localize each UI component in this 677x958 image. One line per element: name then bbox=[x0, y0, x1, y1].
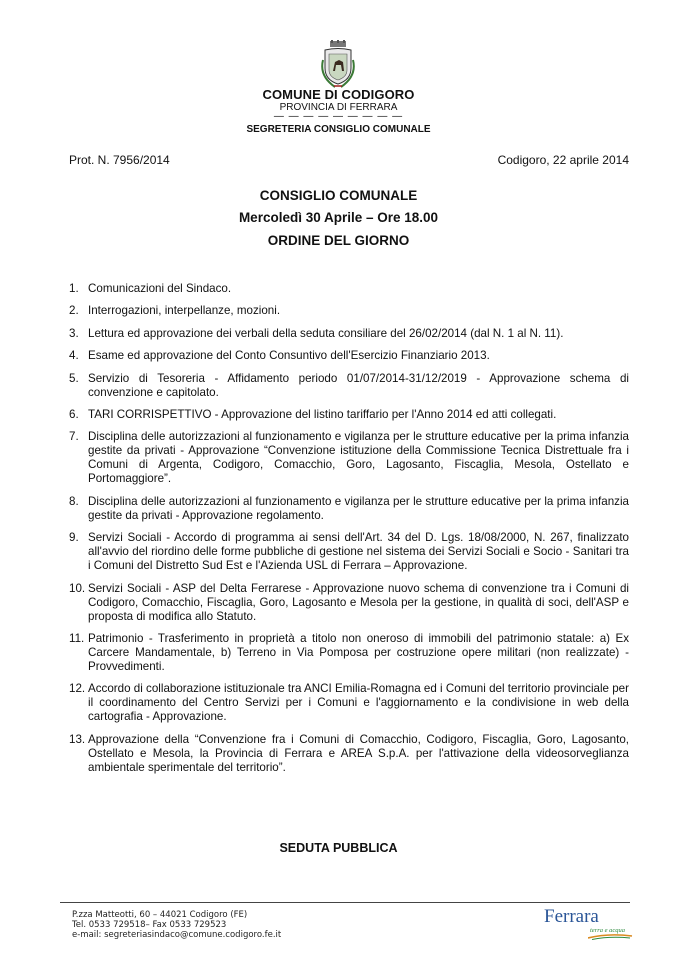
agenda-item-text: Patrimonio - Trasferimento in proprietà a titolo non oneroso di immobili del patrimonio statale: a) Ex Carcere Mandamentale, b) Terreno in Via Pomposa per costruzione opere militari (non realizzate) - Provvedimenti. bbox=[88, 631, 629, 673]
agenda-item-text: Accordo di collaborazione istituzionale tra ANCI Emilia-Romagna ed i Comuni del territorio provinciale per il coordinamento del Centro Servizi per i Comuni e l'aggiornamento e la condivisione in web della cartografia - Approvazione. bbox=[88, 682, 629, 724]
agenda-item-text: Disciplina delle autorizzazioni al funzionamento e vigilanza per le strutture educative per la prima infanzia gestite da privati - Approvazione “Convenzione istituzione della Commissione Tecnica Distrettuale fra i Comuni di Argenta, Codigoro, Comacchio, Goro, Lagosanto, Fiscaglia, Mesola, Ostellato e Portomaggiore”. bbox=[88, 430, 629, 486]
header-divider: — — — — — — — — — bbox=[273, 111, 404, 122]
office-name: SEGRETERIA CONSIGLIO COMUNALE bbox=[246, 124, 431, 135]
agenda-item-text: Lettura ed approvazione dei verbali della seduta consiliare del 26/02/2014 (dal N. 1 al N. 11). bbox=[88, 326, 564, 340]
agenda-item-number: 7. bbox=[69, 430, 79, 444]
agenda-item bbox=[69, 372, 629, 400]
agenda-item-text: Servizio di Tesoreria - Affidamento periodo 01/07/2014-31/12/2019 - Approvazione schema di convenzione e capitolato. bbox=[88, 371, 629, 399]
session-type: SEDUTA PUBBLICA bbox=[279, 841, 398, 855]
agenda-item bbox=[69, 349, 629, 363]
document-title: CONSIGLIO COMUNALE bbox=[259, 188, 418, 203]
agenda-item-number: 4. bbox=[69, 349, 79, 363]
agenda-item-number: 5. bbox=[69, 371, 79, 385]
agenda-item bbox=[69, 531, 629, 573]
agenda-item-text: Esame ed approvazione del Conto Consuntivo dell'Esercizio Finanziario 2013. bbox=[88, 349, 490, 363]
agenda-item bbox=[69, 733, 629, 775]
agenda-item bbox=[69, 327, 629, 341]
agenda-item bbox=[69, 495, 629, 523]
agenda-item bbox=[69, 682, 629, 724]
agenda-item-text: Disciplina delle autorizzazioni al funzionamento e vigilanza per le strutture educative per la prima infanzia gestite da privati - Approvazione regolamento. bbox=[88, 494, 629, 522]
agenda-item bbox=[69, 582, 629, 624]
agenda-heading: ORDINE DEL GIORNO bbox=[267, 233, 410, 248]
province-name: PROVINCIA DI FERRARA bbox=[279, 102, 398, 113]
agenda-item-number: 3. bbox=[69, 326, 79, 340]
logo-swoosh-icon bbox=[588, 933, 634, 940]
agenda-item bbox=[69, 408, 629, 422]
agenda-list bbox=[69, 282, 629, 783]
ferrara-logo bbox=[544, 906, 634, 940]
place-date: Codigoro, 22 aprile 2014 bbox=[497, 153, 629, 167]
agenda-item bbox=[69, 282, 629, 296]
agenda-item-number: 11. bbox=[69, 631, 85, 645]
municipality-name: COMUNE DI CODIGORO bbox=[262, 87, 415, 102]
agenda-item-number: 6. bbox=[69, 407, 79, 421]
agenda-item bbox=[69, 430, 629, 486]
protocol-number: Prot. N. 7956/2014 bbox=[69, 153, 170, 167]
logo-name: Ferrara bbox=[544, 906, 599, 927]
footer-divider bbox=[60, 902, 630, 903]
agenda-item-number: 10. bbox=[69, 581, 86, 595]
agenda-item-number: 12. bbox=[69, 682, 86, 696]
agenda-item-text: Approvazione della “Convenzione fra i Comuni di Comacchio, Codigoro, Fiscaglia, Goro, Lagosanto, Ostellato e Mesola, la Provincia di Ferrara e AREA S.p.A. per l'attivazione della videosorveglianza ambientale sperimentale del territorio”. bbox=[88, 732, 629, 774]
agenda-item bbox=[69, 632, 629, 674]
agenda-item bbox=[69, 304, 629, 318]
agenda-item-text: Interrogazioni, interpellanze, mozioni. bbox=[88, 304, 281, 318]
agenda-item-number: 1. bbox=[69, 282, 79, 295]
agenda-item-text: TARI CORRISPETTIVO - Approvazione del listino tariffario per l'Anno 2014 ed atti collegati. bbox=[88, 407, 557, 421]
agenda-item-number: 2. bbox=[69, 304, 79, 318]
agenda-item-number: 13. bbox=[69, 732, 86, 746]
footer-email: e-mail: segreteriasindaco@comune.codigoro.fe.it bbox=[72, 930, 282, 940]
agenda-item-number: 9. bbox=[69, 531, 79, 545]
agenda-item-text: Servizi Sociali - ASP del Delta Ferrarese - Approvazione nuovo schema di convenzione tra i Comuni di Codigoro, Comacchio, Fiscaglia, Goro, Lagosanto e Mesola per la gestione, in qualità di soci, dell'ASP e proposta di modifica allo Statuto. bbox=[88, 581, 629, 623]
meeting-date: Mercoledì 30 Aprile – Ore 18.00 bbox=[238, 210, 439, 225]
agenda-item-text: Servizi Sociali - Accordo di programma ai sensi dell'Art. 34 del D. Lgs. 18/08/2000, N. 267, finalizzato all'avvio del riordino delle forme pubbliche di gestione nel sistema dei Servizi Sociali e Socio - Sanitari tra i Comuni del Distretto Sud Est e l'Azienda USL di Ferrara – Approvazione. bbox=[88, 531, 629, 573]
coat-of-arms-icon bbox=[320, 40, 356, 90]
agenda-item-number: 8. bbox=[69, 494, 79, 508]
footer-address: P.zza Matteotti, 60 – 44021 Codigoro (FE) bbox=[72, 910, 248, 920]
agenda-item-text: Comunicazioni del Sindaco. bbox=[88, 282, 232, 295]
logo-tagline: terra e acqua bbox=[590, 927, 626, 934]
footer-phone: Tel. 0533 729518– Fax 0533 729523 bbox=[72, 920, 227, 930]
